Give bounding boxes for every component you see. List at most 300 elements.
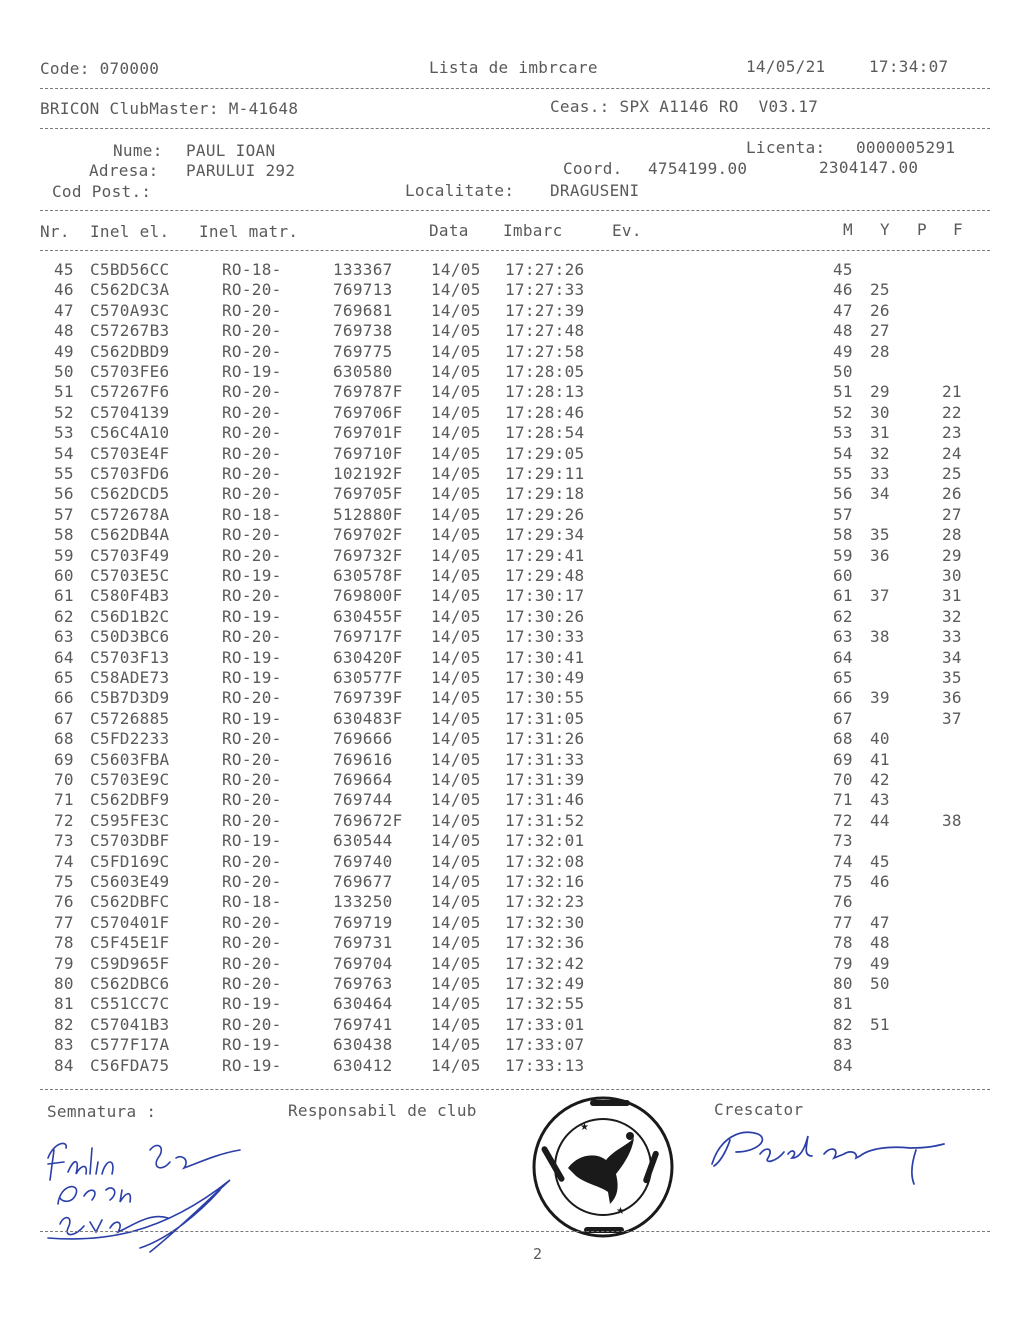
electronic-ring: C5726885 bbox=[90, 709, 170, 728]
electronic-ring: C57041B3 bbox=[90, 1015, 170, 1034]
ring-series: RO-20- bbox=[222, 525, 282, 544]
basket-date: 14/05 bbox=[431, 994, 481, 1013]
electronic-ring: C58ADE73 bbox=[90, 668, 170, 687]
row-nr: 79 bbox=[54, 954, 74, 973]
col-y-value: 28 bbox=[870, 342, 890, 361]
basket-date: 14/05 bbox=[431, 607, 481, 626]
row-nr: 82 bbox=[54, 1015, 74, 1034]
ring-number: 769744 bbox=[333, 790, 393, 809]
report-code: Code: 070000 bbox=[40, 59, 160, 78]
col-y-value: 46 bbox=[870, 872, 890, 891]
electronic-ring: C59D965F bbox=[90, 954, 170, 973]
basket-time: 17:32:36 bbox=[505, 933, 585, 952]
col-y-value: 32 bbox=[870, 444, 890, 463]
electronic-ring: C562DC3A bbox=[90, 280, 170, 299]
table-row bbox=[0, 444, 1024, 464]
row-nr: 54 bbox=[54, 444, 74, 463]
basket-time: 17:28:13 bbox=[505, 382, 585, 401]
ring-number: 769800F bbox=[333, 586, 403, 605]
electronic-ring: C562DBF9 bbox=[90, 790, 170, 809]
ring-series: RO-20- bbox=[222, 321, 282, 340]
col-m-value: 51 bbox=[833, 382, 853, 401]
basket-time: 17:29:05 bbox=[505, 444, 585, 463]
ring-number: 102192F bbox=[333, 464, 403, 483]
basket-date: 14/05 bbox=[431, 974, 481, 993]
ring-number: 133250 bbox=[333, 892, 393, 911]
col-imbarc: Imbarc bbox=[503, 221, 563, 240]
ring-number: 769710F bbox=[333, 444, 403, 463]
col-m-value: 81 bbox=[833, 994, 853, 1013]
table-row bbox=[0, 342, 1024, 362]
col-f-value: 38 bbox=[942, 811, 962, 830]
col-m-value: 45 bbox=[833, 260, 853, 279]
ring-number: 769666 bbox=[333, 729, 393, 748]
col-y-value: 49 bbox=[870, 954, 890, 973]
table-row bbox=[0, 505, 1024, 525]
ring-number: 630483F bbox=[333, 709, 403, 728]
basket-date: 14/05 bbox=[431, 321, 481, 340]
ring-series: RO-20- bbox=[222, 586, 282, 605]
licence-number: 0000005291 bbox=[856, 138, 956, 157]
electronic-ring: C5703F13 bbox=[90, 648, 170, 667]
table-row bbox=[0, 301, 1024, 321]
col-m-value: 66 bbox=[833, 688, 853, 707]
col-m-value: 53 bbox=[833, 423, 853, 442]
basket-time: 17:32:23 bbox=[505, 892, 585, 911]
table-row bbox=[0, 668, 1024, 688]
ring-number: 769740 bbox=[333, 852, 393, 871]
basket-time: 17:31:52 bbox=[505, 811, 585, 830]
report-title: Lista de imbrcare bbox=[429, 58, 598, 77]
row-nr: 61 bbox=[54, 586, 74, 605]
col-m-value: 54 bbox=[833, 444, 853, 463]
row-nr: 76 bbox=[54, 892, 74, 911]
basket-date: 14/05 bbox=[431, 525, 481, 544]
owner-name: PAUL IOAN bbox=[186, 141, 276, 160]
electronic-ring: C5704139 bbox=[90, 403, 170, 422]
electronic-ring: C5703E9C bbox=[90, 770, 170, 789]
ring-series: RO-20- bbox=[222, 852, 282, 871]
owner-address: PARULUI 292 bbox=[186, 161, 296, 180]
basket-time: 17:27:48 bbox=[505, 321, 585, 340]
ring-series: RO-20- bbox=[222, 729, 282, 748]
ring-series: RO-20- bbox=[222, 464, 282, 483]
col-m-value: 84 bbox=[833, 1056, 853, 1075]
basket-date: 14/05 bbox=[431, 423, 481, 442]
ring-series: RO-20- bbox=[222, 790, 282, 809]
ring-series: RO-20- bbox=[222, 750, 282, 769]
basket-date: 14/05 bbox=[431, 831, 481, 850]
col-p: P bbox=[917, 220, 927, 239]
col-m-value: 60 bbox=[833, 566, 853, 585]
electronic-ring: C562DCD5 bbox=[90, 484, 170, 503]
electronic-ring: C5703E5C bbox=[90, 566, 170, 585]
basket-date: 14/05 bbox=[431, 913, 481, 932]
basket-date: 14/05 bbox=[431, 280, 481, 299]
basket-date: 14/05 bbox=[431, 709, 481, 728]
report-date: 14/05/21 bbox=[746, 57, 826, 76]
name-label: Nume: bbox=[113, 141, 163, 160]
table-row bbox=[0, 709, 1024, 729]
col-m-value: 62 bbox=[833, 607, 853, 626]
ring-number: 630420F bbox=[333, 648, 403, 667]
ring-number: 133367 bbox=[333, 260, 393, 279]
ring-series: RO-20- bbox=[222, 872, 282, 891]
basket-time: 17:30:26 bbox=[505, 607, 585, 626]
col-y-value: 39 bbox=[870, 688, 890, 707]
electronic-ring: C5FD2233 bbox=[90, 729, 170, 748]
table-row bbox=[0, 954, 1024, 974]
col-y-value: 26 bbox=[870, 301, 890, 320]
row-nr: 83 bbox=[54, 1035, 74, 1054]
col-m-value: 73 bbox=[833, 831, 853, 850]
col-y-value: 33 bbox=[870, 464, 890, 483]
ring-number: 630438 bbox=[333, 1035, 393, 1054]
row-nr: 51 bbox=[54, 382, 74, 401]
col-m-value: 63 bbox=[833, 627, 853, 646]
basket-date: 14/05 bbox=[431, 892, 481, 911]
ring-series: RO-20- bbox=[222, 770, 282, 789]
ring-series: RO-18- bbox=[222, 260, 282, 279]
electronic-ring: C562DBC6 bbox=[90, 974, 170, 993]
col-m-value: 46 bbox=[833, 280, 853, 299]
electronic-ring: C5603E49 bbox=[90, 872, 170, 891]
electronic-ring: C56C4A10 bbox=[90, 423, 170, 442]
col-y-value: 40 bbox=[870, 729, 890, 748]
basket-date: 14/05 bbox=[431, 790, 481, 809]
basket-date: 14/05 bbox=[431, 342, 481, 361]
basket-date: 14/05 bbox=[431, 403, 481, 422]
ring-number: 769701F bbox=[333, 423, 403, 442]
ring-series: RO-19- bbox=[222, 1035, 282, 1054]
table-row bbox=[0, 1035, 1024, 1055]
ring-number: 630577F bbox=[333, 668, 403, 687]
col-y-value: 41 bbox=[870, 750, 890, 769]
col-m-value: 55 bbox=[833, 464, 853, 483]
col-nr: Nr. bbox=[40, 222, 70, 241]
col-m-value: 83 bbox=[833, 1035, 853, 1054]
electronic-ring: C5703DBF bbox=[90, 831, 170, 850]
col-m-value: 76 bbox=[833, 892, 853, 911]
col-m-value: 64 bbox=[833, 648, 853, 667]
ring-series: RO-20- bbox=[222, 444, 282, 463]
basket-date: 14/05 bbox=[431, 1035, 481, 1054]
ring-series: RO-20- bbox=[222, 688, 282, 707]
basket-date: 14/05 bbox=[431, 260, 481, 279]
col-y-value: 45 bbox=[870, 852, 890, 871]
divider bbox=[40, 128, 990, 129]
ring-number: 630412 bbox=[333, 1056, 393, 1075]
basket-date: 14/05 bbox=[431, 505, 481, 524]
basket-date: 14/05 bbox=[431, 688, 481, 707]
clock-info: Ceas.: SPX A1146 RO V03.17 bbox=[550, 97, 819, 116]
table-row bbox=[0, 933, 1024, 953]
col-y-value: 50 bbox=[870, 974, 890, 993]
row-nr: 60 bbox=[54, 566, 74, 585]
basket-date: 14/05 bbox=[431, 566, 481, 585]
table-row bbox=[0, 811, 1024, 831]
ring-series: RO-18- bbox=[222, 892, 282, 911]
basket-date: 14/05 bbox=[431, 729, 481, 748]
row-nr: 45 bbox=[54, 260, 74, 279]
divider bbox=[40, 1089, 990, 1090]
basket-date: 14/05 bbox=[431, 546, 481, 565]
basket-date: 14/05 bbox=[431, 1056, 481, 1075]
ring-number: 769704 bbox=[333, 954, 393, 973]
basket-date: 14/05 bbox=[431, 444, 481, 463]
col-m-value: 50 bbox=[833, 362, 853, 381]
table-row bbox=[0, 648, 1024, 668]
basket-date: 14/05 bbox=[431, 362, 481, 381]
col-m-value: 82 bbox=[833, 1015, 853, 1034]
ring-number: 630580 bbox=[333, 362, 393, 381]
basket-time: 17:27:33 bbox=[505, 280, 585, 299]
club-responsible-label: Responsabil de club bbox=[288, 1101, 477, 1120]
ring-series: RO-20- bbox=[222, 627, 282, 646]
ring-series: RO-20- bbox=[222, 954, 282, 973]
table-row bbox=[0, 790, 1024, 810]
ring-series: RO-19- bbox=[222, 668, 282, 687]
ring-number: 769705F bbox=[333, 484, 403, 503]
ring-number: 769677 bbox=[333, 872, 393, 891]
col-f-value: 29 bbox=[942, 546, 962, 565]
basket-date: 14/05 bbox=[431, 668, 481, 687]
row-nr: 56 bbox=[54, 484, 74, 503]
col-m-value: 48 bbox=[833, 321, 853, 340]
col-m-value: 75 bbox=[833, 872, 853, 891]
ring-series: RO-19- bbox=[222, 994, 282, 1013]
ring-series: RO-19- bbox=[222, 831, 282, 850]
col-y-value: 27 bbox=[870, 321, 890, 340]
col-m-value: 69 bbox=[833, 750, 853, 769]
col-f-value: 25 bbox=[942, 464, 962, 483]
basket-date: 14/05 bbox=[431, 852, 481, 871]
divider bbox=[40, 1231, 990, 1232]
basket-time: 17:33:13 bbox=[505, 1056, 585, 1075]
col-m-value: 70 bbox=[833, 770, 853, 789]
table-row bbox=[0, 525, 1024, 545]
ring-series: RO-20- bbox=[222, 546, 282, 565]
ring-number: 769717F bbox=[333, 627, 403, 646]
table-row bbox=[0, 403, 1024, 423]
basket-time: 17:32:55 bbox=[505, 994, 585, 1013]
ring-number: 769719 bbox=[333, 913, 393, 932]
basket-time: 17:27:39 bbox=[505, 301, 585, 320]
col-y-value: 48 bbox=[870, 933, 890, 952]
ring-series: RO-20- bbox=[222, 1015, 282, 1034]
row-nr: 75 bbox=[54, 872, 74, 891]
electronic-ring: C570A93C bbox=[90, 301, 170, 320]
basket-date: 14/05 bbox=[431, 301, 481, 320]
basket-time: 17:29:11 bbox=[505, 464, 585, 483]
table-row bbox=[0, 423, 1024, 443]
coord-x: 4754199.00 bbox=[648, 159, 748, 178]
col-y-value: 47 bbox=[870, 913, 890, 932]
col-m-value: 61 bbox=[833, 586, 853, 605]
electronic-ring: C5F45E1F bbox=[90, 933, 170, 952]
coord-label: Coord. bbox=[563, 159, 623, 178]
electronic-ring: C5B7D3D9 bbox=[90, 688, 170, 707]
col-m-value: 57 bbox=[833, 505, 853, 524]
table-row bbox=[0, 607, 1024, 627]
row-nr: 52 bbox=[54, 403, 74, 422]
electronic-ring: C570401F bbox=[90, 913, 170, 932]
table-row bbox=[0, 750, 1024, 770]
row-nr: 84 bbox=[54, 1056, 74, 1075]
row-nr: 78 bbox=[54, 933, 74, 952]
col-m-value: 58 bbox=[833, 525, 853, 544]
table-row bbox=[0, 362, 1024, 382]
col-f-value: 24 bbox=[942, 444, 962, 463]
address-label: Adresa: bbox=[89, 161, 159, 180]
row-nr: 70 bbox=[54, 770, 74, 789]
col-m: M bbox=[843, 220, 853, 239]
ring-number: 769731 bbox=[333, 933, 393, 952]
report-time: 17:34:07 bbox=[869, 57, 949, 76]
ring-series: RO-20- bbox=[222, 933, 282, 952]
electronic-ring: C56FDA75 bbox=[90, 1056, 170, 1075]
table-row bbox=[0, 321, 1024, 341]
table-row bbox=[0, 688, 1024, 708]
electronic-ring: C57267B3 bbox=[90, 321, 170, 340]
ring-number: 769763 bbox=[333, 974, 393, 993]
col-y-value: 51 bbox=[870, 1015, 890, 1034]
basket-time: 17:32:42 bbox=[505, 954, 585, 973]
table-row bbox=[0, 1056, 1024, 1076]
breeder-signature bbox=[700, 1118, 960, 1198]
ring-series: RO-19- bbox=[222, 362, 282, 381]
table-row bbox=[0, 770, 1024, 790]
electronic-ring: C5703F49 bbox=[90, 546, 170, 565]
table-row bbox=[0, 872, 1024, 892]
stamp-star: ★ bbox=[616, 1206, 625, 1217]
col-y-value: 42 bbox=[870, 770, 890, 789]
locality: DRAGUSENI bbox=[550, 181, 640, 200]
basket-date: 14/05 bbox=[431, 770, 481, 789]
table-row bbox=[0, 464, 1024, 484]
basket-time: 17:29:34 bbox=[505, 525, 585, 544]
basket-time: 17:32:49 bbox=[505, 974, 585, 993]
licence-label: Licenta: bbox=[746, 138, 826, 157]
row-nr: 71 bbox=[54, 790, 74, 809]
row-nr: 65 bbox=[54, 668, 74, 687]
ring-number: 769713 bbox=[333, 280, 393, 299]
table-row bbox=[0, 852, 1024, 872]
ring-number: 769702F bbox=[333, 525, 403, 544]
basket-date: 14/05 bbox=[431, 382, 481, 401]
breeder-label: Crescator bbox=[714, 1100, 804, 1119]
col-y-value: 35 bbox=[870, 525, 890, 544]
basket-time: 17:30:55 bbox=[505, 688, 585, 707]
row-nr: 55 bbox=[54, 464, 74, 483]
row-nr: 69 bbox=[54, 750, 74, 769]
col-f-value: 34 bbox=[942, 648, 962, 667]
row-nr: 57 bbox=[54, 505, 74, 524]
row-nr: 67 bbox=[54, 709, 74, 728]
basket-time: 17:30:17 bbox=[505, 586, 585, 605]
col-y-value: 29 bbox=[870, 382, 890, 401]
ring-series: RO-20- bbox=[222, 974, 282, 993]
col-m-value: 80 bbox=[833, 974, 853, 993]
basket-date: 14/05 bbox=[431, 1015, 481, 1034]
club-signatures bbox=[40, 1128, 270, 1258]
basket-time: 17:32:08 bbox=[505, 852, 585, 871]
ring-series: RO-20- bbox=[222, 301, 282, 320]
col-y-value: 34 bbox=[870, 484, 890, 503]
ring-series: RO-20- bbox=[222, 382, 282, 401]
basket-time: 17:29:41 bbox=[505, 546, 585, 565]
col-m-value: 68 bbox=[833, 729, 853, 748]
col-y-value: 38 bbox=[870, 627, 890, 646]
col-m-value: 77 bbox=[833, 913, 853, 932]
ring-number: 769738 bbox=[333, 321, 393, 340]
basket-time: 17:28:54 bbox=[505, 423, 585, 442]
postcode-label: Cod Post.: bbox=[52, 182, 152, 201]
locality-label: Localitate: bbox=[405, 181, 515, 200]
divider bbox=[40, 210, 990, 211]
col-y: Y bbox=[880, 220, 890, 239]
col-f-value: 26 bbox=[942, 484, 962, 503]
table-row bbox=[0, 892, 1024, 912]
ring-number: 630544 bbox=[333, 831, 393, 850]
col-m-value: 79 bbox=[833, 954, 853, 973]
ring-number: 769706F bbox=[333, 403, 403, 422]
signature-label: Semnatura : bbox=[47, 1102, 157, 1121]
row-nr: 72 bbox=[54, 811, 74, 830]
electronic-ring: C5703FE6 bbox=[90, 362, 170, 381]
col-f: F bbox=[953, 220, 963, 239]
row-nr: 77 bbox=[54, 913, 74, 932]
basket-time: 17:31:05 bbox=[505, 709, 585, 728]
divider bbox=[40, 88, 990, 89]
club-stamp bbox=[530, 1094, 676, 1240]
basket-time: 17:29:48 bbox=[505, 566, 585, 585]
ring-number: 769616 bbox=[333, 750, 393, 769]
basket-date: 14/05 bbox=[431, 464, 481, 483]
basket-time: 17:30:41 bbox=[505, 648, 585, 667]
ring-series: RO-20- bbox=[222, 423, 282, 442]
col-f-value: 21 bbox=[942, 382, 962, 401]
col-m-value: 74 bbox=[833, 852, 853, 871]
ring-series: RO-20- bbox=[222, 811, 282, 830]
basket-date: 14/05 bbox=[431, 586, 481, 605]
basket-time: 17:32:01 bbox=[505, 831, 585, 850]
ring-series: RO-19- bbox=[222, 566, 282, 585]
row-nr: 68 bbox=[54, 729, 74, 748]
electronic-ring: C5FD169C bbox=[90, 852, 170, 871]
electronic-ring: C562DB4A bbox=[90, 525, 170, 544]
col-m-value: 49 bbox=[833, 342, 853, 361]
col-m-value: 78 bbox=[833, 933, 853, 952]
basket-date: 14/05 bbox=[431, 627, 481, 646]
basket-date: 14/05 bbox=[431, 750, 481, 769]
row-nr: 47 bbox=[54, 301, 74, 320]
col-m-value: 67 bbox=[833, 709, 853, 728]
col-m-value: 65 bbox=[833, 668, 853, 687]
col-m-value: 71 bbox=[833, 790, 853, 809]
divider bbox=[40, 250, 990, 251]
basket-time: 17:33:01 bbox=[505, 1015, 585, 1034]
ring-series: RO-19- bbox=[222, 607, 282, 626]
col-f-value: 37 bbox=[942, 709, 962, 728]
basket-time: 17:30:33 bbox=[505, 627, 585, 646]
ring-number: 630464 bbox=[333, 994, 393, 1013]
stamp-star: ★ bbox=[580, 1122, 589, 1133]
table-row bbox=[0, 280, 1024, 300]
page-number: 2 bbox=[533, 1245, 543, 1263]
col-data: Data bbox=[429, 221, 469, 240]
col-f-value: 32 bbox=[942, 607, 962, 626]
